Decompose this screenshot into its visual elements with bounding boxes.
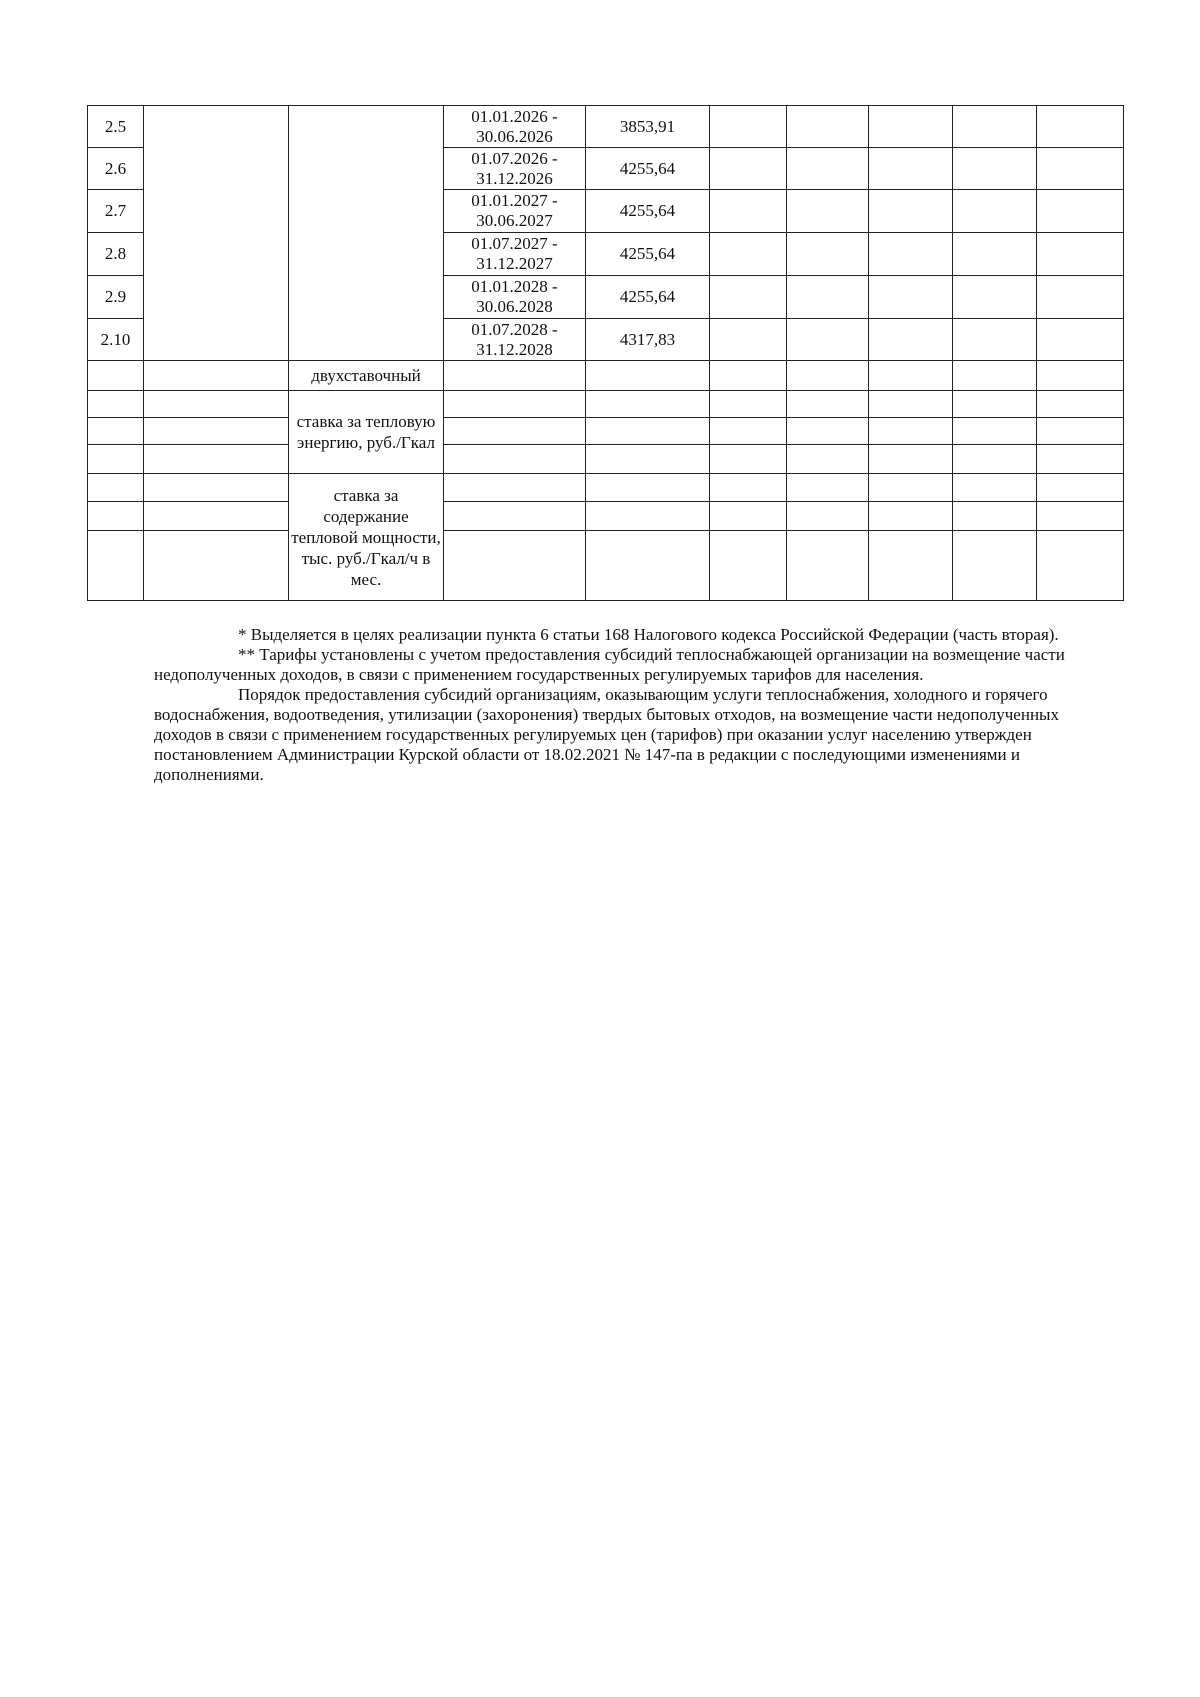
tariff-value: 4317,83 bbox=[586, 319, 710, 361]
period-end: 30.06.2027 bbox=[476, 211, 553, 230]
period-start: 01.07.2026 - bbox=[471, 148, 558, 168]
tariff-table bbox=[87, 105, 1124, 601]
table-row bbox=[88, 418, 1124, 445]
footnote-procedure: Порядок предоставления субсидий организациям, оказывающим услуги теплоснабжения, холодного и горячего водоснабжения, водоотведения, утилизации (захоронения) твердых бытовых отходов, на возмещение части недополученных доходов в связи с применением государственных регулируемых цен (тарифов) при оказании услуг населению утвержден постановлением Администрации Курской области от 18.02.2021 № 147-па в редакции с последующими изменениями и дополнениями. bbox=[154, 685, 1059, 784]
table-row bbox=[88, 502, 1124, 531]
period-start: 01.01.2026 - bbox=[471, 106, 558, 126]
period-cell bbox=[444, 148, 586, 190]
row-number: 2.10 bbox=[88, 319, 144, 361]
period-start: 01.07.2027 - bbox=[471, 234, 558, 253]
period-cell bbox=[444, 106, 586, 148]
period-end: 31.12.2027 bbox=[476, 254, 553, 273]
row-number: 2.9 bbox=[88, 276, 144, 319]
period-end: 30.06.2026 bbox=[476, 126, 553, 146]
period-cell bbox=[444, 276, 586, 319]
two-part-tariff-label: двухставочный bbox=[289, 361, 444, 391]
period-end: 30.06.2028 bbox=[476, 297, 553, 316]
period-cell bbox=[444, 190, 586, 233]
table-row bbox=[88, 474, 1124, 502]
capacity-rate-label: ставка за содержание тепловой мощности, тыс. руб./Гкал/ч в мес. bbox=[289, 474, 444, 601]
tariff-value: 4255,64 bbox=[586, 233, 710, 276]
empty-cell bbox=[289, 106, 444, 361]
table-row bbox=[88, 531, 1124, 601]
row-number: 2.7 bbox=[88, 190, 144, 233]
tariff-value: 4255,64 bbox=[586, 148, 710, 190]
energy-rate-label: ставка за тепловую энергию, руб./Гкал bbox=[289, 391, 444, 474]
tariff-value: 4255,64 bbox=[586, 190, 710, 233]
row-number: 2.6 bbox=[88, 148, 144, 190]
period-end: 31.12.2028 bbox=[476, 339, 553, 359]
table-row bbox=[88, 445, 1124, 474]
period-end: 31.12.2026 bbox=[476, 168, 553, 188]
row-number: 2.5 bbox=[88, 106, 144, 148]
tariff-value: 3853,91 bbox=[586, 106, 710, 148]
table-row bbox=[88, 361, 1124, 391]
row-number: 2.8 bbox=[88, 233, 144, 276]
table-row bbox=[88, 106, 1124, 148]
period-start: 01.07.2028 - bbox=[471, 319, 558, 339]
footnote-subsidies: ** Тарифы установлены с учетом предоставления субсидий теплоснабжающей организации на возмещение части недополученных доходов, в связи с применением государственных регулируемых тарифов для населения. bbox=[154, 645, 1065, 684]
period-cell bbox=[444, 233, 586, 276]
empty-cell bbox=[144, 106, 289, 361]
tariff-value: 4255,64 bbox=[586, 276, 710, 319]
period-start: 01.01.2027 - bbox=[471, 191, 558, 210]
period-start: 01.01.2028 - bbox=[471, 277, 558, 296]
footnotes bbox=[154, 625, 1084, 785]
footnote-vat: * Выделяется в целях реализации пункта 6 статьи 168 Налогового кодекса Российской Федерации (часть вторая). bbox=[238, 625, 1059, 644]
table-row bbox=[88, 391, 1124, 418]
period-cell bbox=[444, 319, 586, 361]
